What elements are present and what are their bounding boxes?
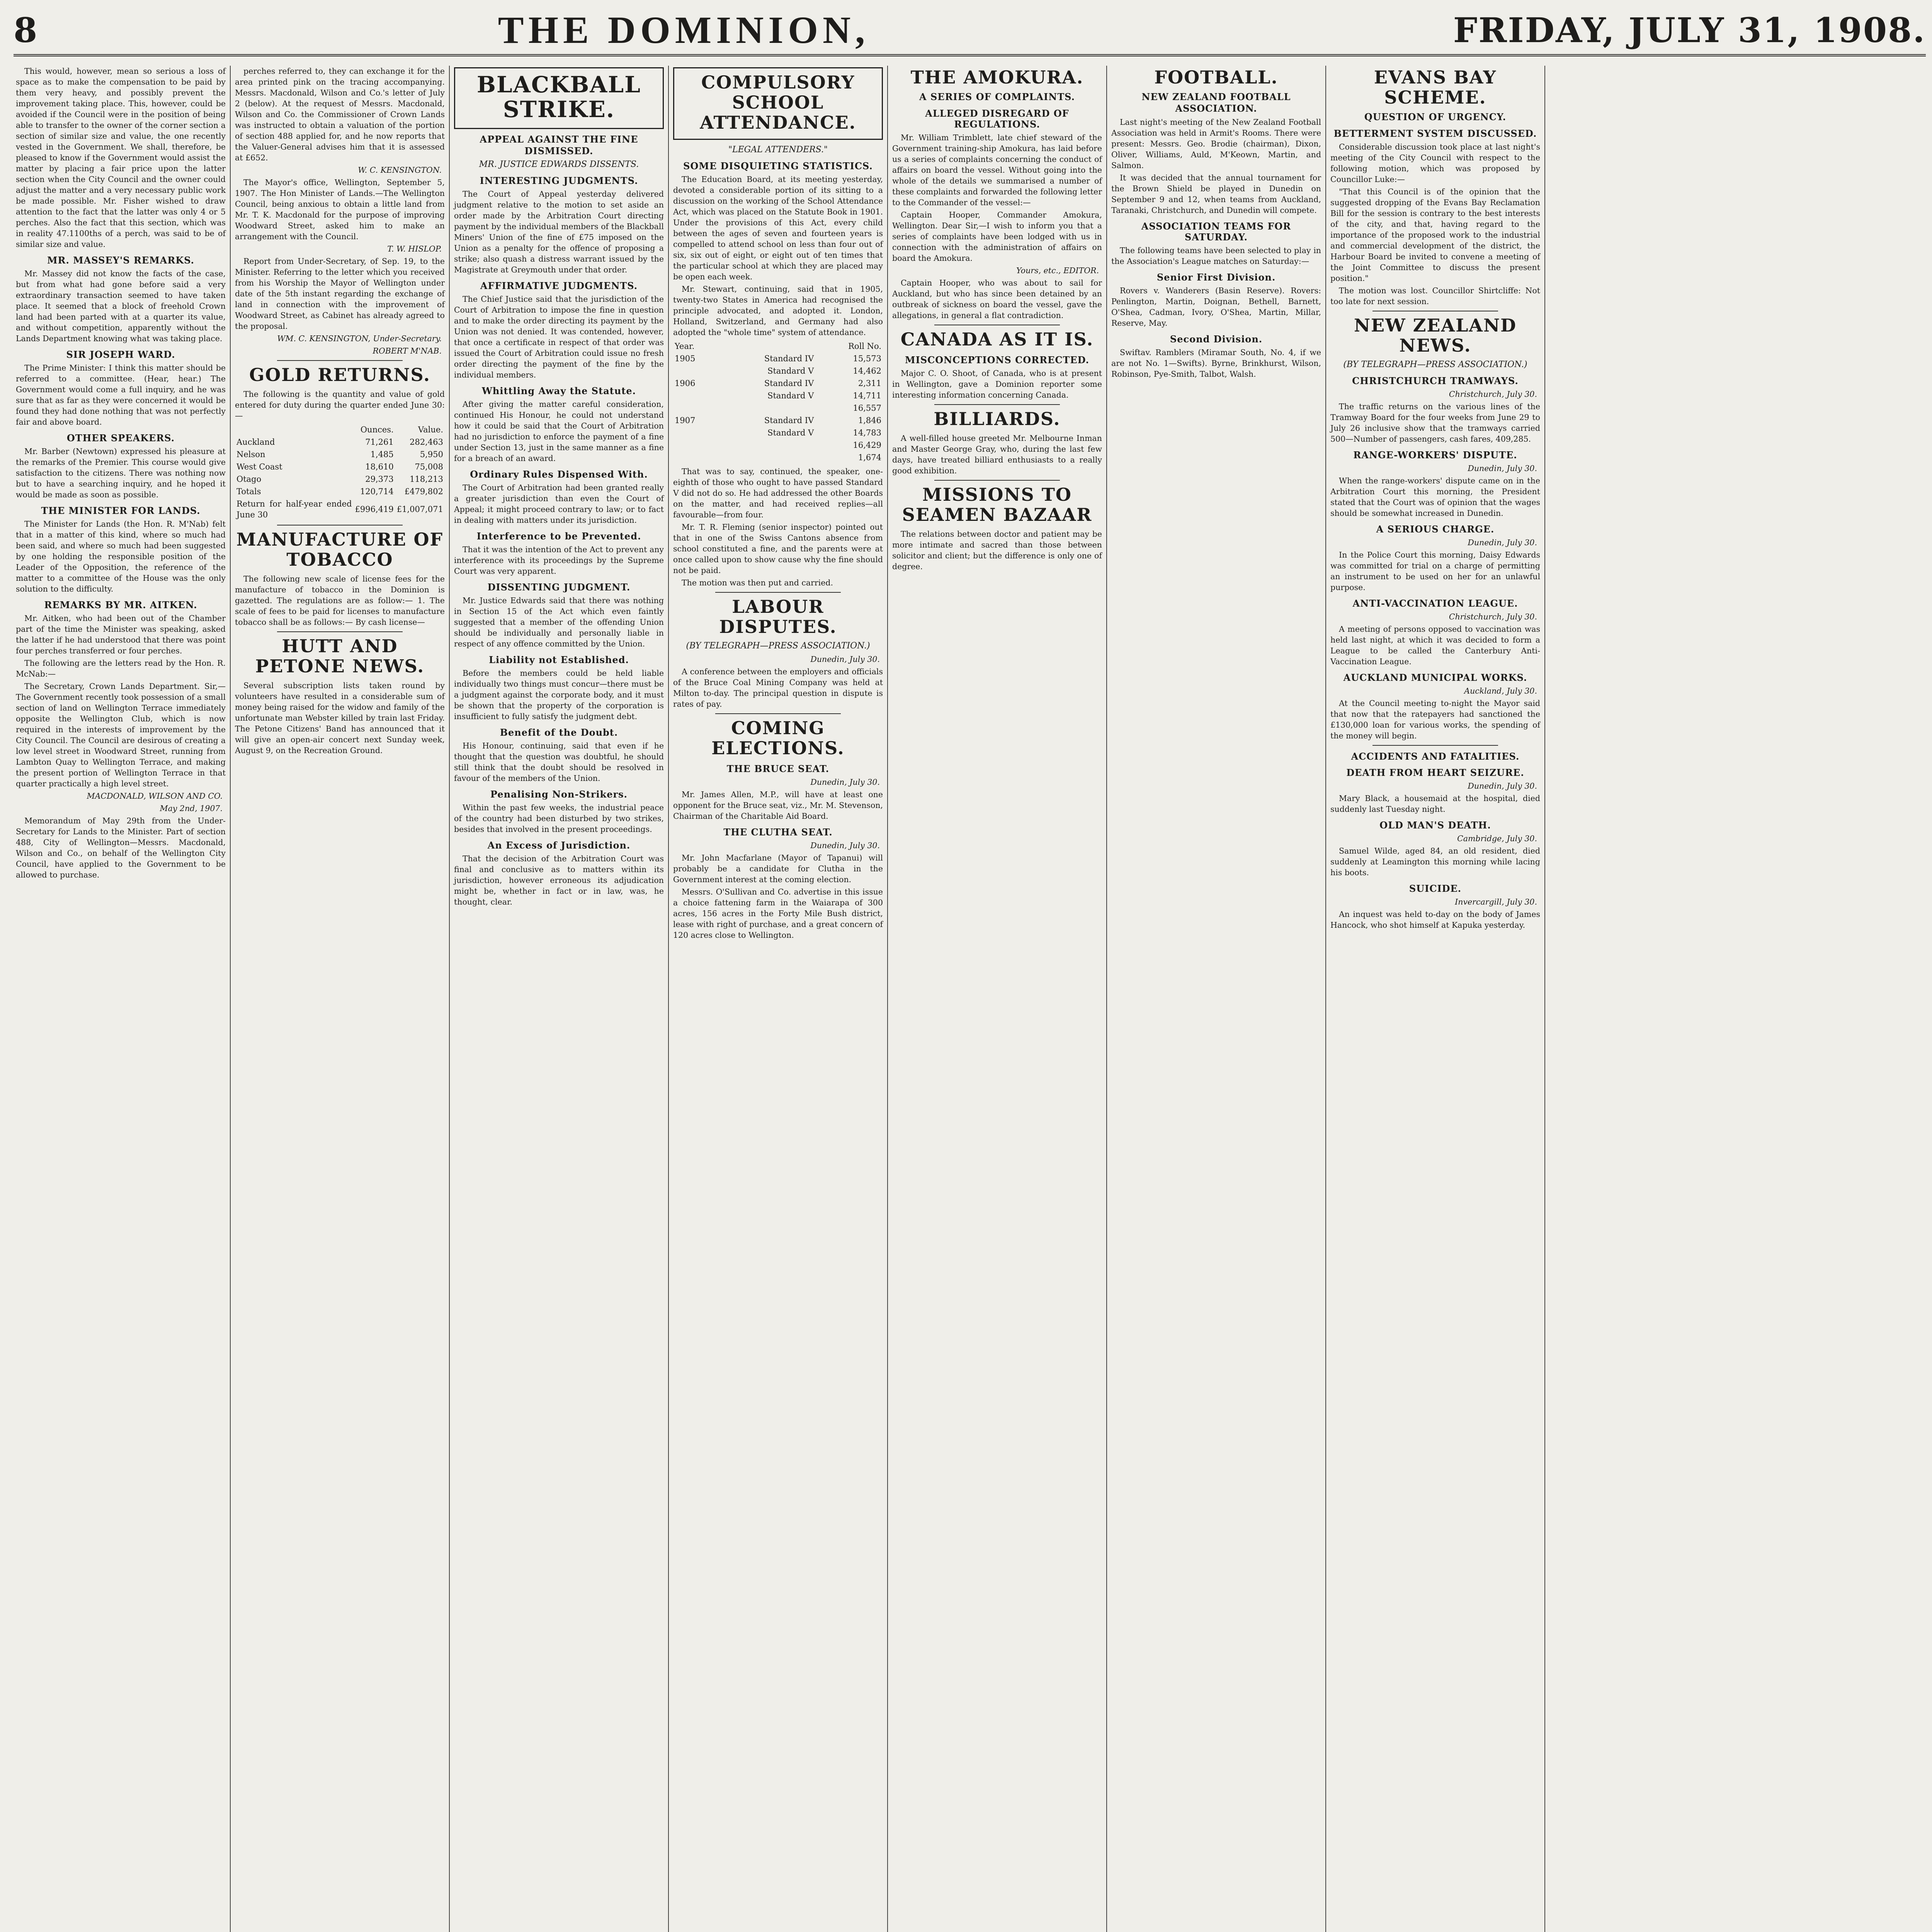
section-heading: INTERESTING JUDGMENTS. [480, 175, 638, 186]
table-cell: 71,261 [365, 437, 394, 447]
article-text: The Mayor's office, Wellington, September 5, 1907. The Hon Minister of Lands.—The Wellington Council, being anxious to obtain a little land from Mr. T. K. Macdonald for the purpose of improving Woodward Street, asked him to make an arrangement with the Council. [235, 178, 445, 241]
article-headline: EVANS BAY SCHEME. [1374, 67, 1497, 108]
column-6 [1109, 66, 1323, 1932]
table-cell: 1,485 [370, 450, 394, 459]
dateline: Dunedin, July 30. [1468, 464, 1537, 473]
section-heading: Ordinary Rules Dispensed With. [470, 469, 648, 480]
divider [277, 631, 403, 632]
table-row [235, 498, 445, 521]
table-cell: Value. [418, 425, 443, 434]
issue-date: FRIDAY, JULY 31, 1908. [1453, 10, 1926, 50]
article-text: Mr. William Trimblett, late chief steward of the Government training-ship Amokura, has laid before us a series of complaints concerning the conduct of affairs on board the vessel. Without going into the whole of the details we summarised a number of these complaints and forwarded the following letter to the Commander of the vessel:— [892, 133, 1102, 207]
section-heading: SUICIDE. [1409, 883, 1462, 894]
article-text: Swiftav. Ramblers (Miramar South, No. 4, if we are not No. 1—Swifts). Byrne, Brinkhurst, Wilson, Robinson, Pye-Smith, Talbot, Walsh. [1111, 348, 1321, 379]
article-text: That the decision of the Arbitration Court was final and conclusive as to matters within its jurisdiction, however erroneous its adjudication might be, whether in fact or in law, was, he thought, clear. [454, 854, 664, 906]
article-text: Mr. Barber (Newtown) expressed his pleasure at the remarks of the Premier. This course would give satisfaction to the citizens. There was nothing now but to have a searching inquiry, and he hoped it would be made as soon as possible. [16, 447, 226, 499]
sub-headline: QUESTION OF URGENCY. [1364, 111, 1507, 122]
article-text: Report from Under-Secretary, of Sep. 19, to the Minister. Referring to the letter which you received from his Worship the Mayor of Wellington under date of the 5th instant regarding the exchange of land in connection with the improvement of Woodward Street, as Cabinet has already agreed to the proposal. [235, 257, 445, 331]
roll-table [673, 340, 883, 464]
table-cell: £996,419 [355, 505, 394, 514]
column-1 [14, 66, 228, 1932]
article-text: Mr. James Allen, M.P., will have at least one opponent for the Bruce seat, viz., Mr. M. Stevenson, Chairman of the Charitable Aid Board. [673, 790, 883, 821]
article-text: Messrs. O'Sullivan and Co. advertise in this issue a choice fattening farm in the Waiarapa of 300 acres, 156 acres in the Forty Mile Bush district, lease with right of purchase, and a great concern of 120 acres close to Wellington. [673, 887, 883, 940]
table-cell: 1,846 [858, 416, 881, 425]
table-cell: 2,311 [858, 379, 881, 388]
table-cell: 29,373 [365, 474, 394, 484]
table-cell: 1905 [675, 354, 696, 363]
table-cell: 18,610 [365, 462, 394, 471]
article-text: Samuel Wilde, aged 84, an old resident, died suddenly at Leamington this morning while lacing his boots. [1330, 846, 1540, 877]
article-text: Mr. Stewart, continuing, said that in 1905, twenty-two States in America had recognised the principle advocated, and adopted it. London, Holland, Switzerland, and Germany had also adopted the "whole time" system of attendance. [673, 284, 883, 337]
table-cell [673, 389, 717, 402]
article-text: Mary Black, a housemaid at the hospital, died suddenly last Tuesday night. [1330, 794, 1540, 814]
section-heading: An Excess of Jurisdiction. [487, 840, 631, 851]
table-row [235, 485, 445, 498]
article-text: That was to say, continued, the speaker, one-eighth of those who ought to have passed Standard V did not do so. He had addressed the other Boards on the matter, and had received replies—all favourable—from four. [673, 467, 883, 519]
section-heading: Whittling Away the Statute. [481, 385, 636, 396]
table-cell [673, 427, 717, 439]
signature-date: May 2nd, 1907. [160, 804, 223, 813]
divider [715, 592, 841, 593]
article-headline: BILLIARDS. [934, 408, 1061, 429]
divider [277, 525, 403, 526]
section-heading: MISCONCEPTIONS CORRECTED. [905, 354, 1089, 366]
table-cell [717, 402, 815, 414]
article-text: The motion was then put and carried. [682, 578, 833, 587]
article-text: The Minister for Lands (the Hon. R. M'Nab) felt that in a matter of this kind, where so much had been said, and where so much had been suggested by one holding the responsible position of the Leader of the Opposition, the reference of the matter to a committee of the House was the only solution to the difficulty. [16, 519, 226, 594]
column-rule [668, 66, 669, 1932]
article-text: Captain Hooper, Commander Amokura, Wellington. Dear Sir,—I wish to inform you that a series of complaints have been lodged with us in connection with the administration of affairs on board the Amokura. [892, 210, 1102, 263]
article-text: Mr. T. R. Fleming (senior inspector) pointed out that in one of the Swiss Cantons absence from school constituted a fine, and the parents were at once called upon to show cause why the fine should not be paid. [673, 522, 883, 575]
dateline: Invercargill, July 30. [1455, 897, 1537, 906]
signature: T. W. HISLOP. [387, 244, 442, 253]
section-heading: THE MINISTER FOR LANDS. [41, 505, 201, 516]
article-text: In the Police Court this morning, Daisy Edwards was committed for trial on a charge of permitting an instrument to be used on her for an unlawful purpose. [1330, 550, 1540, 592]
dateline: Dunedin, July 30. [1468, 538, 1537, 547]
article-text: After giving the matter careful consideration, continued His Honour, he could not understand how it could be said that the Court of Arbitration had no jurisdiction to enforce the payment of a fine under Section 13, just in the same manner as a fine for a breach of an award. [454, 400, 664, 463]
table-row [235, 448, 445, 461]
signature: ROBERT M'NAB. [372, 346, 442, 355]
article-text: An inquest was held to-day on the body of James Hancock, who shot himself at Kapuka yesterday. [1330, 910, 1540, 930]
table-row [673, 402, 883, 414]
table-cell: Standard V [767, 391, 814, 400]
table-cell [717, 340, 815, 352]
article-text: The following is the quantity and value of gold entered for duty during the quarter ended June 30:— [235, 389, 445, 420]
article-text: A meeting of persons opposed to vaccination was held last night, at which it was decided to form a League to be called the Canterbury Anti-Vaccination League. [1330, 624, 1540, 666]
section-heading: MR. MASSEY'S REMARKS. [47, 255, 195, 266]
table-cell: 1906 [675, 379, 696, 388]
table-cell: 5,950 [420, 450, 443, 459]
table-row [673, 352, 883, 365]
section-heading: ASSOCIATION TEAMS FOR SATURDAY. [1141, 221, 1291, 243]
table-cell: 15,573 [853, 354, 881, 363]
section-heading: DEATH FROM HEART SEIZURE. [1346, 767, 1524, 778]
table-row [235, 473, 445, 485]
sub-headline: A SERIES OF COMPLAINTS. [919, 91, 1075, 102]
section-heading: Liability not Established. [489, 654, 629, 665]
article-headline: GOLD RETURNS. [249, 364, 431, 385]
dateline: Dunedin, July 30. [810, 841, 880, 850]
dateline: Auckland, July 30. [1464, 686, 1537, 696]
dateline: Cambridge, July 30. [1457, 834, 1537, 843]
column-rule [449, 66, 450, 1932]
divider [1372, 745, 1498, 746]
letter-text: The Secretary, Crown Lands Department. Sir,—The Government recently took possession of a small section of land on Wellington Terrace immediately opposite the Wellington Club, which is now required in the interests of improvement by the City Council. The Council are desirous of creating a low level street in Woodward Street, running from Lambton Quay to Wellington Terrace, and making the present portion of Wellington Terrace in that quarter practically a high level street. [16, 682, 226, 788]
column-3 [452, 66, 666, 1932]
table-cell [673, 365, 717, 377]
masthead [14, 6, 1926, 56]
section-heading: Penalising Non-Strikers. [490, 789, 628, 800]
dateline: Christchurch, July 30. [1449, 612, 1537, 621]
table-row [673, 365, 883, 377]
table-cell: Standard IV [764, 416, 814, 425]
sub-headline: APPEAL AGAINST THE FINE DISMISSED. [480, 134, 638, 156]
section-heading: THE BRUCE SEAT. [726, 763, 830, 774]
column-2 [233, 66, 447, 1932]
table-cell [717, 439, 815, 451]
section-heading: BETTERMENT SYSTEM DISCUSSED. [1333, 128, 1537, 139]
article-text: The following are the letters read by the Hon. R. McNab:— [16, 658, 226, 679]
table-cell: 282,463 [410, 437, 443, 447]
headline-box [673, 67, 883, 140]
divider [934, 480, 1060, 481]
article-text: Major C. O. Shoot, of Canada, who is at present in Wellington, gave a Dominion reporter some interesting information concerning Canada. [892, 369, 1102, 400]
article-headline: FOOTBALL. [1154, 67, 1278, 88]
table-cell [673, 439, 717, 451]
table-cell: 1907 [675, 416, 696, 425]
table-cell: Ounces. [360, 425, 394, 434]
page-number: 8 [14, 10, 37, 50]
table-cell: 120,714 [360, 487, 394, 496]
article-headline: MANUFACTURE OF TOBACCO [236, 529, 444, 570]
table-cell: 14,711 [853, 391, 881, 400]
article-text: perches referred to, they can exchange it for the area printed pink on the tracing accompanying. Messrs. Macdonald, Wilson and Co.'s letter of July 2 (below). At the request of Messrs. Macdonald, Wilson and Co. the Commissioner of Crown Lands was instructed to obtain a valuation of the portion of section 488 applied for, and he now reports that the Valuer-General advises him that it is assessed at £652. [235, 66, 445, 162]
signature: WM. C. KENSINGTON, Under-Secretary. [277, 334, 442, 343]
byline: (BY TELEGRAPH—PRESS ASSOCIATION.) [686, 641, 870, 651]
table-cell: Standard IV [764, 354, 814, 363]
article-headline: MISSIONS TO SEAMEN BAZAAR [902, 484, 1092, 525]
article-text: The Court of Arbitration had been granted really a greater jurisdiction than even the Court of Appeal; it might proceed contrary to law; or to fact in dealing with matters under its jurisdiction. [454, 483, 664, 525]
article-text: The following teams have been selected to play in the Association's League matches on Saturday:— [1111, 246, 1321, 266]
column-5 [890, 66, 1104, 1932]
article-text: When the range-workers' dispute came on in the Arbitration Court this morning, the President stated that the Court was of opinion that the wages should be somewhat increased in Dunedin. [1330, 476, 1540, 518]
article-text: Rovers v. Wanderers (Basin Reserve). Rovers: Penlington, Martin, Doignan, Bethell, Barnett, O'Shea, Cadman, Ivory, O'Shea, Martin, Millar, Reserve, May. [1111, 286, 1321, 328]
article-text: His Honour, continuing, said that even if he thought that the question was doubtful, he should still think that the doubt should be resolved in favour of the members of the Union. [454, 741, 664, 783]
section-heading: Interference to be Prevented. [476, 531, 641, 542]
table-row [235, 436, 445, 448]
table-cell [673, 451, 717, 464]
table-cell: 16,557 [853, 403, 881, 413]
dateline: Dunedin, July 30. [810, 777, 880, 787]
article-text: The Court of Appeal yesterday delivered judgment relative to the motion to set aside an order made by the Arbitration Court directing payment by the individual members of the Blackball Miners' Union of the fine of £75 imposed on the Union as a penalty for the offence of proposing a strike; also quash a distress warrant issued by the Magistrate at Greymouth under that order. [454, 189, 664, 274]
article-text: It was decided that the annual tournament for the Brown Shield be played in Dunedin on September 9 and 12, when teams from Auckland, Taranaki, Christchurch, and Dunedin will compete. [1111, 173, 1321, 215]
table-cell: 1,674 [858, 453, 881, 462]
table-cell: £479,802 [404, 487, 443, 496]
article-text: "That this Council is of the opinion that the suggested dropping of the Evans Bay Reclamation Bill for the session is contrary to the best interests of the city, and that, having regard to the importance of the proposed work to the industrial and commercial development of the district, the Harbour Board be invited to convene a meeting of the Joint Committee to discuss the present position." [1330, 187, 1540, 283]
table-row [673, 414, 883, 427]
table-header-row [673, 340, 883, 352]
article-headline: CANADA AS IT IS. [900, 329, 1094, 350]
table-cell: 14,462 [853, 366, 881, 376]
dateline: Christchurch, July 30. [1449, 389, 1537, 399]
article-headline: BLACKBALL STRIKE. [477, 71, 641, 122]
paper-name: THE DOMINION, [498, 9, 870, 51]
column-7 [1328, 66, 1543, 1932]
section-heading: REMARKS BY MR. AITKEN. [44, 599, 197, 611]
section-heading: CHRISTCHURCH TRAMWAYS. [1352, 375, 1519, 386]
section-heading: OTHER SPEAKERS. [66, 432, 175, 444]
table-cell: Standard V [767, 428, 814, 437]
table-cell: £1,007,071 [396, 505, 443, 514]
section-heading: Senior First Division. [1156, 272, 1276, 283]
article-text: Within the past few weeks, the industrial peace of the country had been disturbed by two strikes, besides that involved in the present proceedings. [454, 803, 664, 834]
article-text: The relations between doctor and patient may be more intimate and sacred than those between solicitor and client; but the difference is only one of degree. [892, 529, 1102, 571]
table-cell: Nelson [236, 450, 265, 459]
article-text: Considerable discussion took place at last night's meeting of the City Council with respect to the following motion, which was proposed by Councillor Luke:— [1330, 142, 1540, 184]
section-heading: Benefit of the Doubt. [500, 727, 618, 738]
section-heading: AUCKLAND MUNICIPAL WORKS. [1343, 672, 1527, 683]
article-text: Mr. John Macfarlane (Mayor of Tapanui) will probably be a candidate for Clutha in the Government interest at the coming election. [673, 853, 883, 884]
section-heading: ALLEGED DISREGARD OF REGULATIONS. [925, 108, 1069, 130]
article-text: Before the members could be held liable individually two things must concur—there must be a judgment against the corporate body, and it must be shown that the property of the corporation is insufficient to fully satisfy the judgment debt. [454, 668, 664, 721]
headline-box [454, 67, 664, 129]
table-cell: Return for half-year ended June 30 [236, 499, 352, 519]
section-heading: OLD MAN'S DEATH. [1379, 820, 1491, 831]
table-cell [235, 423, 354, 436]
divider [277, 360, 403, 361]
column-4 [671, 66, 885, 1932]
article-headline: HUTT AND PETONE NEWS. [255, 636, 425, 677]
table-cell: 118,213 [410, 474, 443, 484]
signature: W. C. KENSINGTON. [358, 165, 442, 175]
article-text: The following new scale of license fees for the manufacture of tobacco in the Dominion is gazetted. The regulations are as follow:— 1. The scale of fees to be paid for licenses to manufacture tobacco shall be as follows:— By cash license— [235, 574, 445, 627]
article-text: Captain Hooper, who was about to sail for Auckland, but who has since been detained by an outbreak of sickness on board the vessel, gave the allegations, in general a flat contradiction. [892, 278, 1102, 320]
divider [934, 404, 1060, 405]
column-rule [887, 66, 888, 1932]
table-cell: 75,008 [415, 462, 443, 471]
article-text: This would, however, mean so serious a loss of space as to make the compensation to be paid by them very heavy, and possibly prevent the improvement taking place. This, however, could be avoided if the Council were in the position of being able to transfer to the owner of the corner section a section of similar size and value, the one recently vested in the Government. We shall, therefore, be pleased to know if the Government would assist the matter by placing a fair price upon the latter section when the City Council and the owner could adjust the matter and a very necessary public work be made possible. Mr. Fisher wished to draw attention to the fact that the latter was only 4 or 5 perches. Also the fact that this section, which was in reality 47.1100ths of a perch, was said to be of similar size and value. [16, 66, 226, 249]
table-cell: West Coast [236, 462, 282, 471]
table-cell: Auckland [236, 437, 275, 447]
column-rule [1325, 66, 1326, 1932]
table-row [673, 427, 883, 439]
article-text: Memorandum of May 29th from the Under-Secretary for Lands to the Minister. Part of section 488, City of Wellington—Messrs. Macdonald, Wilson and Co., on behalf of the Wellington City Council, have applied to the Government to be allowed to purchase. [16, 816, 226, 879]
article-text: At the Council meeting to-night the Mayor said that now that the ratepayers had sanctioned the £130,000 loan for various works, the spending of the money will begin. [1330, 699, 1540, 740]
section-heading: A SERIOUS CHARGE. [1376, 524, 1495, 535]
signature: MACDONALD, WILSON AND CO. [87, 791, 223, 801]
sub-headline: NEW ZEALAND FOOTBALL ASSOCIATION. [1141, 91, 1291, 114]
article-text: Several subscription lists taken round by volunteers have resulted in a considerable sum of money being raised for the widow and family of the unfortunate man Webster killed by train last Friday. The Petone Citizens' Band has announced that it will give an open-air concert next Sunday week, August 9, on the Recreation Ground. [235, 681, 445, 755]
article-headline: THE AMOKURA. [910, 67, 1084, 88]
dateline: Dunedin, July 30. [1468, 781, 1537, 791]
article-text: The Chief Justice said that the jurisdiction of the Court of Arbitration to impose the fine in question and to make the order directing its payment by the Union was not denied. It was contended, however, that once a certificate in respect of that order was issued the Court of Arbitration could issue no fresh order directing the payment of the fine by the individual members. [454, 294, 664, 379]
table-cell: Standard IV [764, 379, 814, 388]
sub-headline: MR. JUSTICE EDWARDS DISSENTS. [479, 160, 639, 169]
article-text: A well-filled house greeted Mr. Melbourne Inman and Master George Gray, who, during the last few days, have treated billiard enthusiasts to a really good exhibition. [892, 434, 1102, 475]
article-text: The traffic returns on the various lines of the Tramway Board for the four weeks from June 29 to July 26 inclusive show that the tramways carried 500—Number of passengers, cash fares, 409,285. [1330, 402, 1540, 444]
section-heading: ANTI-VACCINATION LEAGUE. [1352, 598, 1518, 609]
article-text: The Education Board, at its meeting yesterday, devoted a considerable portion of its sitting to a discussion on the working of the School Attendance Act, which was placed on the Statute Book in 1901. Under the provisions of this Act, every child between the ages of seven and fourteen years is compelled to attend school on less than four out of six, six out of eight, or eight out of ten times that the particular school at which they are placed may be open each week. [673, 175, 883, 281]
table-cell: 16,429 [853, 440, 881, 450]
table-cell: 14,783 [853, 428, 881, 437]
table-row [673, 439, 883, 451]
signature: Yours, etc., EDITOR. [1016, 266, 1099, 275]
section-heading: SOME DISQUIETING STATISTICS. [683, 160, 873, 172]
article-text: A conference between the employers and officials of the Bruce Coal Mining Company was held at Milton to-day. The principal question in dispute is rates of pay. [673, 667, 883, 709]
table-cell [673, 402, 717, 414]
article-text: Mr. Aitken, who had been out of the Chamber part of the time the Minister was speaking, asked the latter if he had understood that there was point four perches transferred or four perches. [16, 614, 226, 655]
table-row [673, 451, 883, 464]
table-row [235, 461, 445, 473]
table-cell: Standard V [767, 366, 814, 376]
byline: (BY TELEGRAPH—PRESS ASSOCIATION.) [1343, 360, 1527, 369]
table-row [673, 377, 883, 389]
article-text: The Prime Minister: I think this matter should be referred to a committee. (Hear, hear.) The Government would come a full inquiry, and he was sure that as far as they were concerned it would be found they had done nothing that was not perfectly fair and above board. [16, 363, 226, 427]
article-text: Mr. Massey did not know the facts of the case, but from what had gone before said a very extraordinary transaction seemed to have taken place. It seemed that a block of freehold Crown land had been parted with at a quarter its value, and without competition, apparently without the Lands Department knowing what was taking place. [16, 269, 226, 343]
table-cell [717, 451, 815, 464]
section-heading: THE CLUTHA SEAT. [723, 827, 833, 838]
article-text: Mr. Justice Edwards said that there was nothing in Section 15 of the Act which even faintly suggested that a member of the offending Union should be individually and personally liable in respect of any offence committed by the Union. [454, 596, 664, 648]
gold-returns-table [235, 423, 445, 521]
section-heading: AFFIRMATIVE JUDGMENTS. [480, 280, 638, 291]
sub-headline: "LEGAL ATTENDERS." [728, 145, 828, 155]
article-headline: LABOUR DISPUTES. [719, 596, 837, 637]
column-rule [1544, 66, 1545, 1932]
table-cell: Totals [236, 487, 261, 496]
column-rule [1106, 66, 1107, 1932]
section-heading: DISSENTING JUDGMENT. [487, 582, 631, 593]
table-cell: Otago [236, 474, 262, 484]
article-text: Last night's meeting of the New Zealand Football Association was held in Armit's Rooms. There were present: Messrs. Geo. Brodie (chairman), Dixon, Oliver, Williams, Auld, M'Keown, Martin, and Salmon. [1111, 117, 1321, 170]
article-text: That it was the intention of the Act to prevent any interference with its proceedings by the Supreme Court was very apparent. [454, 545, 664, 576]
section-heading: RANGE-WORKERS' DISPUTE. [1353, 449, 1517, 461]
table-cell: Year. [675, 342, 695, 351]
section-heading: SIR JOSEPH WARD. [66, 349, 175, 360]
column-rule [230, 66, 231, 1932]
table-header-row [235, 423, 445, 436]
table-cell: Roll No. [848, 342, 881, 351]
article-headline: COMING ELECTIONS. [711, 718, 845, 759]
dateline: Dunedin, July 30. [810, 655, 880, 664]
section-heading: Second Division. [1170, 333, 1263, 345]
article-text: The motion was lost. Councillor Shirtcliffe: Not too late for next session. [1330, 286, 1540, 306]
section-heading: ACCIDENTS AND FATALITIES. [1351, 751, 1520, 762]
article-headline: COMPULSORY SCHOOL ATTENDANCE. [700, 72, 856, 133]
article-headline: NEW ZEALAND NEWS. [1354, 315, 1517, 356]
table-row [673, 389, 883, 402]
divider [715, 713, 841, 714]
